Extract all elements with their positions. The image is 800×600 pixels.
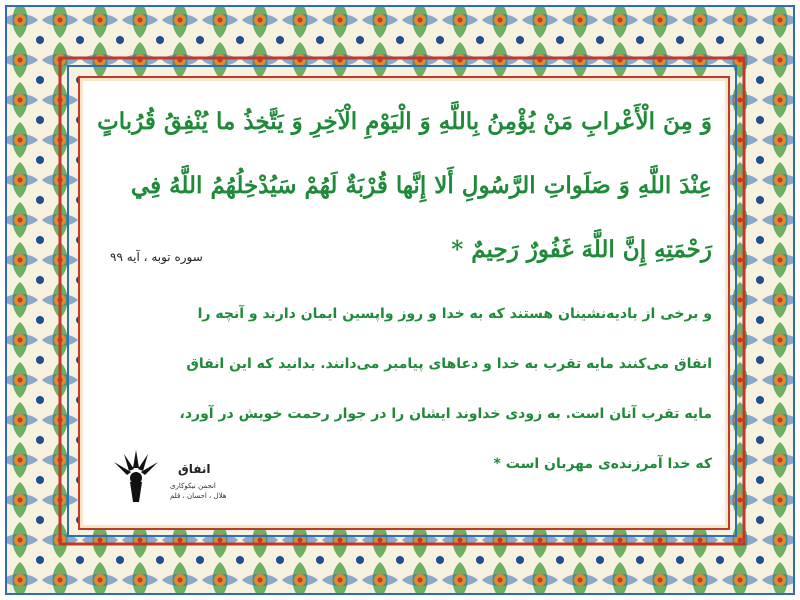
text-panel	[78, 76, 730, 530]
translation-line-2: انفاق می‌کنند مایه تقرب به خدا و دعاهای پیامبر می‌دانند. بدانید که این انفاق	[186, 356, 712, 372]
hand-flame-icon	[108, 446, 164, 506]
translation-line-1: و برخی از بادیه‌نشینان هستند که به خدا و روز واپسین ایمان دارند و آنچه را	[197, 306, 712, 322]
verse-reference: سوره توبه ، آیه ۹۹	[110, 250, 203, 264]
charity-logo	[108, 446, 228, 516]
logo-subtitle-2: هلال ، احسان ، قلم	[170, 492, 227, 500]
translation-line-4: که خدا آمرزنده‌ی مهربان است *	[493, 456, 712, 472]
logo-subtitle-1: انجمن نیکوکاری	[170, 482, 216, 490]
verse-line-3: رَحْمَتِهِ إِنَّ اللَّهَ غَفُورٌ رَحِيمٌ *	[451, 236, 712, 263]
verse-line-2: عِنْدَ اللَّهِ وَ صَلَواتِ الرَّسُولِ أَلا إِنَّها قُرْبَةٌ لَهُمْ سَيُدْخِلُهُمُ اللَّهُ فِي	[130, 172, 712, 199]
logo-title: انفاق	[178, 462, 211, 476]
translation-line-3: مایه تقرب آنان است. به زودی خداوند ایشان را در جوار رحمت خویش در آورد،	[179, 406, 712, 422]
verse-line-1: وَ مِنَ الْأَعْرابِ مَنْ يُؤْمِنُ بِاللَّهِ وَ الْيَوْمِ الْآخِرِ وَ يَتَّخِذُ ما يُنْفِقُ قُرُباتٍ	[97, 108, 712, 135]
